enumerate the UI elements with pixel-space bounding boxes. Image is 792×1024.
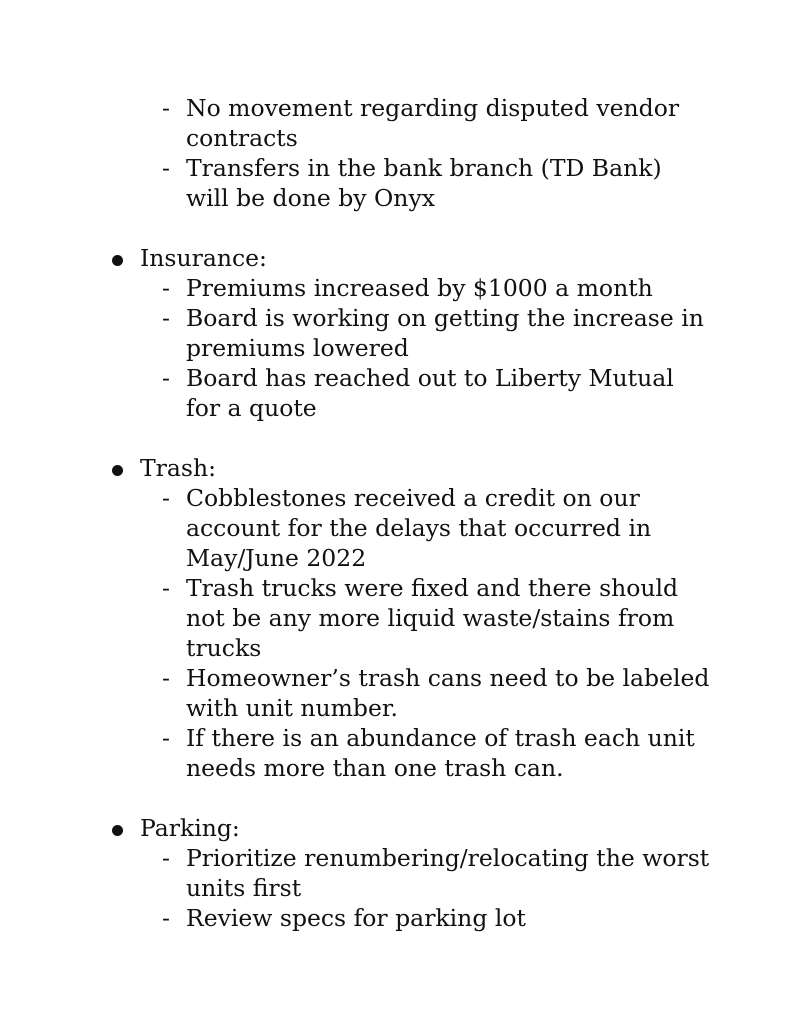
bullet-icon	[112, 825, 123, 836]
list-item	[162, 723, 710, 783]
list-item-text: Review specs for parking lot	[186, 904, 526, 932]
list-item	[162, 273, 710, 303]
list-item	[162, 663, 710, 723]
insurance-list	[110, 273, 710, 423]
dash-marker: -	[162, 94, 170, 122]
list-item-text: No movement regarding disputed vendor contracts	[186, 94, 680, 152]
dash-marker: -	[162, 274, 170, 302]
list-item-text: Premiums increased by $1000 a month	[186, 274, 653, 302]
list-item	[162, 93, 710, 153]
section-title: Trash:	[140, 454, 217, 482]
section-heading	[110, 243, 710, 273]
section-trash	[110, 453, 710, 783]
list-item	[162, 363, 710, 423]
section-heading	[110, 813, 710, 843]
dash-marker: -	[162, 664, 170, 692]
section-heading	[110, 453, 710, 483]
list-item-text: Cobblestones received a credit on our account for the delays that occurred in May/June 2022	[186, 484, 652, 572]
section-title: Parking:	[140, 814, 240, 842]
list-item-text: Board is working on getting the increase in premiums lowered	[186, 304, 704, 362]
trash-list	[110, 483, 710, 783]
list-item	[162, 573, 710, 663]
list-item	[162, 843, 710, 903]
section-insurance	[110, 243, 710, 423]
dash-marker: -	[162, 574, 170, 602]
list-item	[162, 153, 710, 213]
list-item-text: Board has reached out to Liberty Mutual for a quote	[186, 364, 674, 422]
parking-list	[110, 843, 710, 933]
dash-marker: -	[162, 364, 170, 392]
dash-marker: -	[162, 484, 170, 512]
dash-marker: -	[162, 844, 170, 872]
meeting-notes	[110, 93, 710, 933]
dash-marker: -	[162, 724, 170, 752]
bullet-icon	[112, 255, 123, 266]
section-parking	[110, 813, 710, 933]
section-title: Insurance:	[140, 244, 267, 272]
intro-list	[110, 93, 710, 213]
list-item-text: Transfers in the bank branch (TD Bank) will be done by Onyx	[186, 154, 662, 212]
list-item-text: Trash trucks were fixed and there should not be any more liquid waste/stains from trucks	[186, 574, 679, 662]
list-item-text: Prioritize renumbering/relocating the worst units first	[186, 844, 710, 902]
dash-marker: -	[162, 304, 170, 332]
list-item	[162, 303, 710, 363]
list-item	[162, 483, 710, 573]
dash-marker: -	[162, 904, 170, 932]
list-item-text: If there is an abundance of trash each unit needs more than one trash can.	[186, 724, 695, 782]
list-item	[162, 903, 710, 933]
dash-marker: -	[162, 154, 170, 182]
bullet-icon	[112, 465, 123, 476]
list-item-text: Homeowner’s trash cans need to be labeled with unit number.	[186, 664, 710, 722]
